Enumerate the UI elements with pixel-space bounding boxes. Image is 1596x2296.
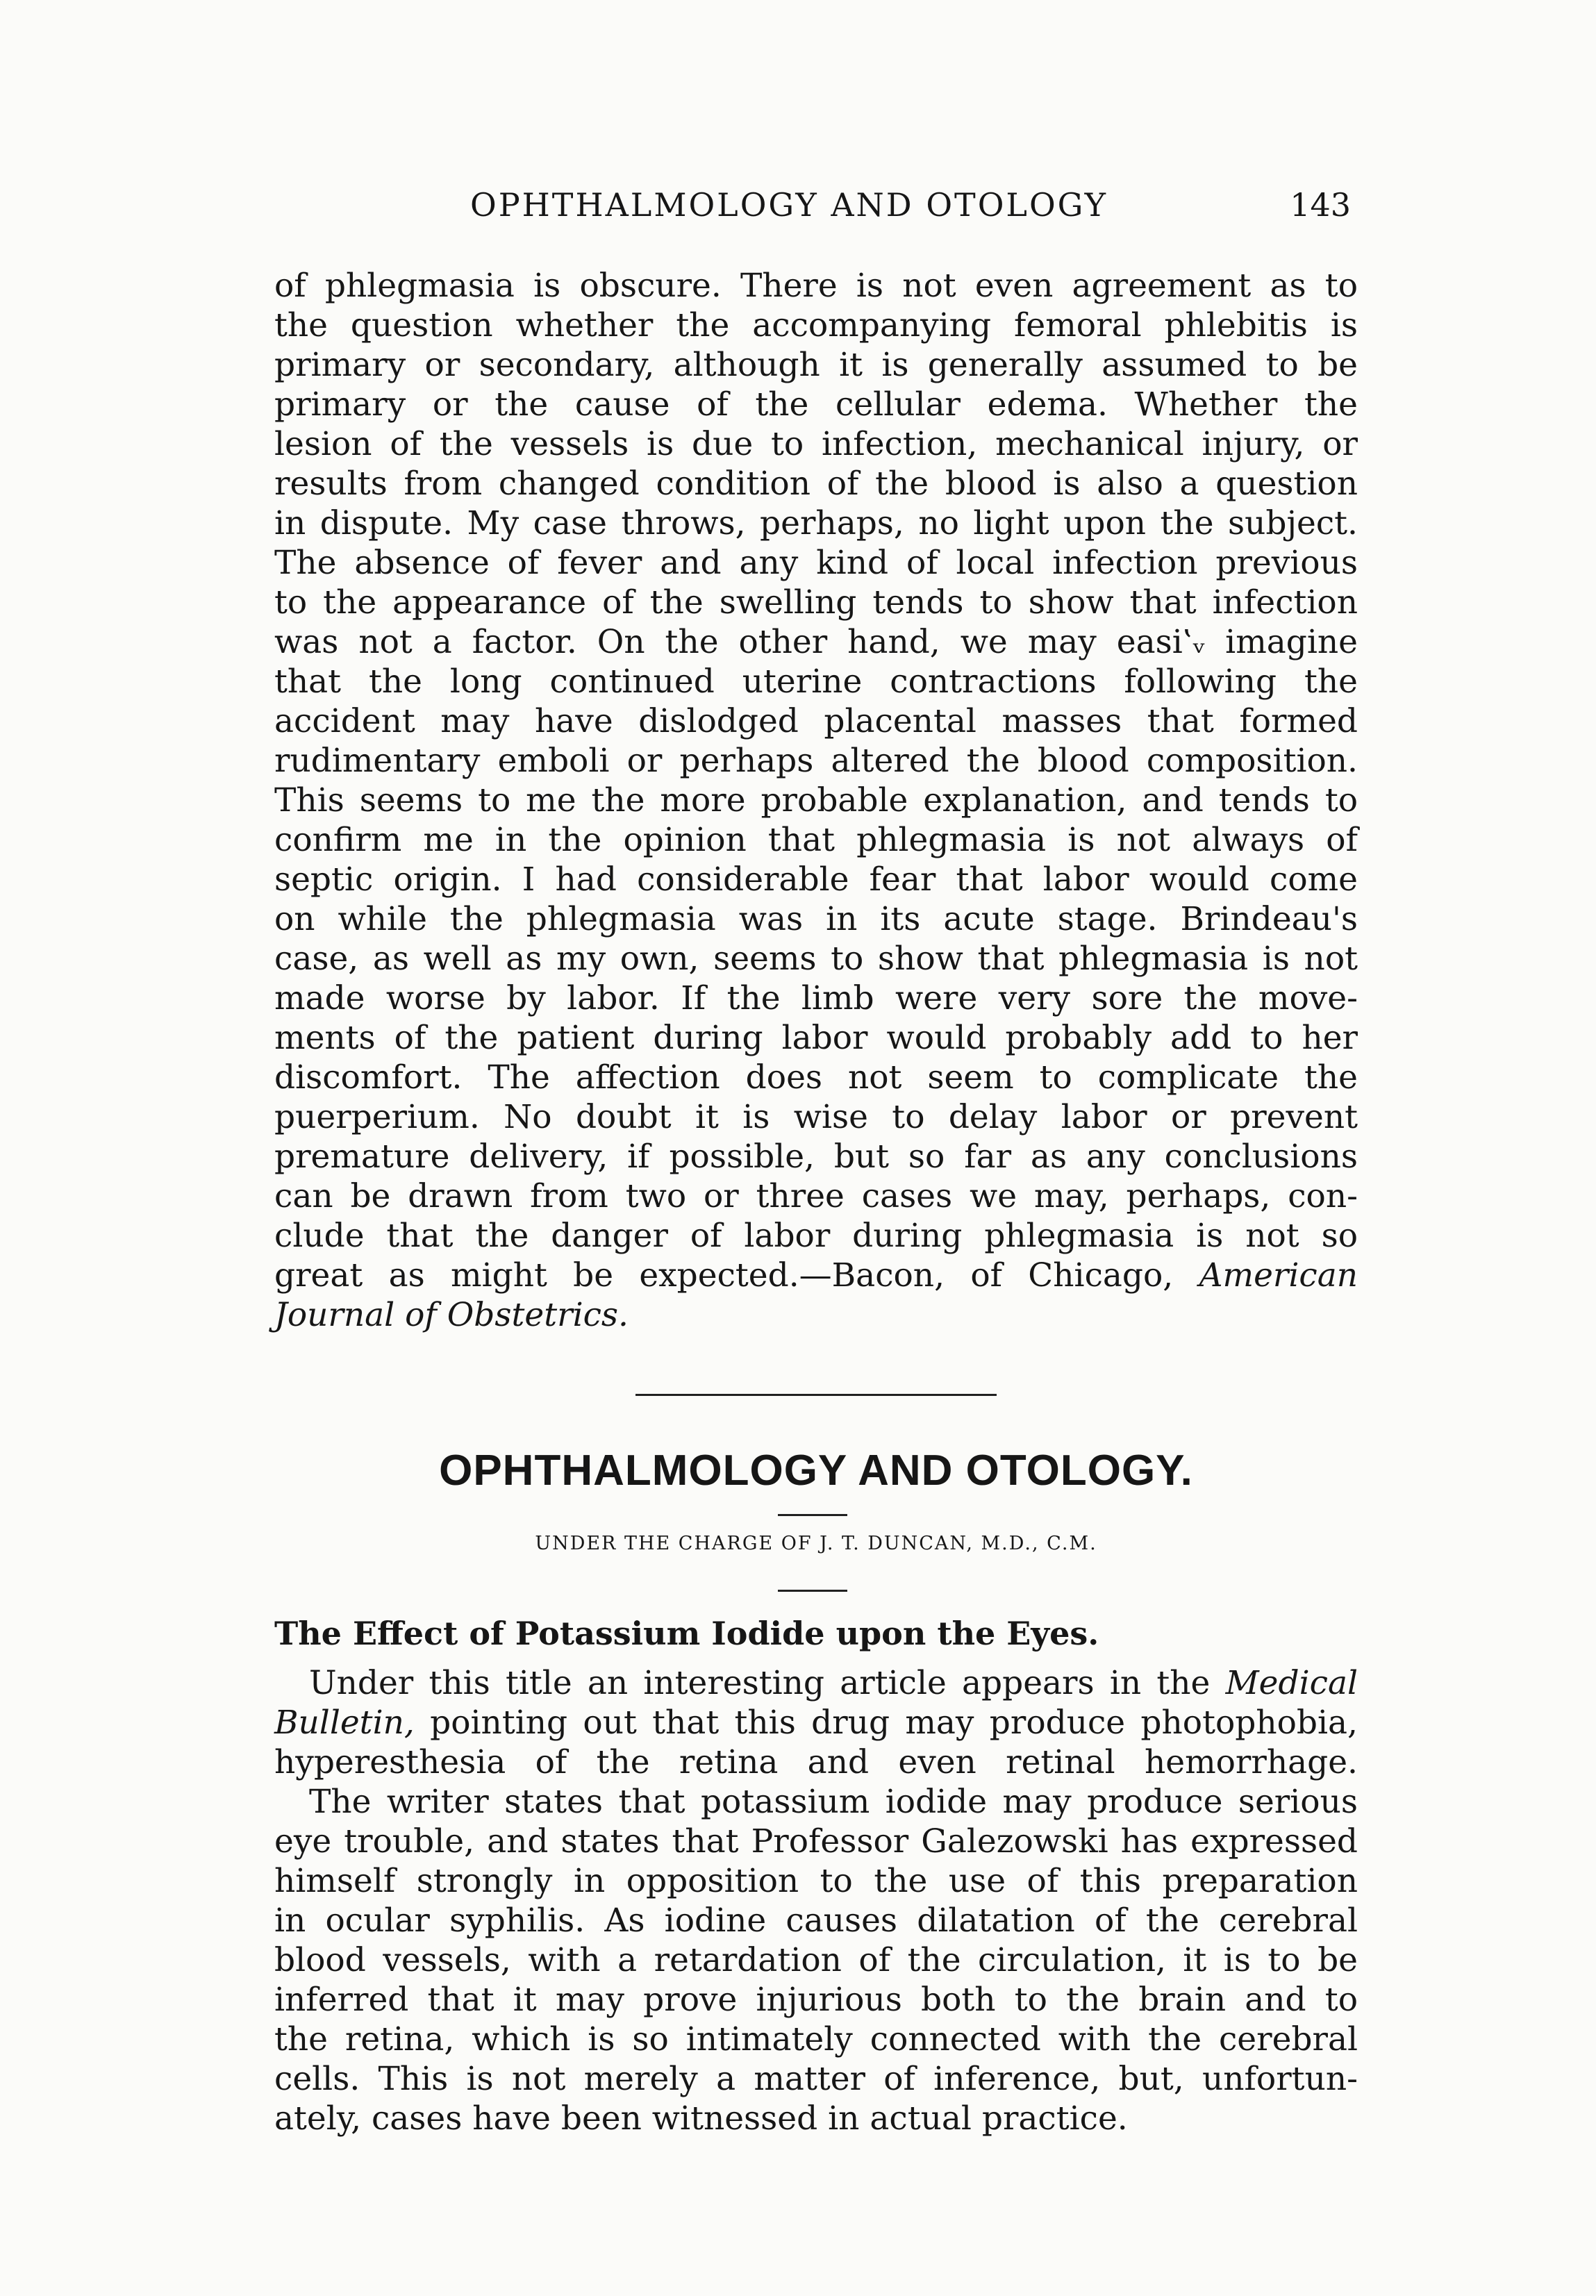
- text-line: can be drawn from two or three cases we may, perhaps, con-: [274, 1177, 1358, 1215]
- journal-title-part2: Journal of Obstetrics.: [274, 1296, 629, 1334]
- text-line: case, as well as my own, seems to show that phlegmasia is not: [274, 940, 1358, 978]
- running-title: OPHTHALMOLOGY AND OTOLOGY: [470, 186, 1108, 224]
- article-line: himself strongly in opposition to the use of this preparation: [274, 1862, 1358, 1900]
- text-line: results from changed condition of the blood is also a question: [274, 465, 1358, 503]
- article-line: ately, cases have been witnessed in actual practice.: [274, 2099, 1128, 2138]
- article-line1-text: Under this title an interesting article appears in the: [309, 1664, 1211, 1702]
- text-line: rudimentary emboli or perhaps altered the blood composition.: [274, 742, 1358, 780]
- citation-line: [274, 1256, 1358, 1295]
- text-line: lesion of the vessels is due to infection, mechanical injury, or: [274, 425, 1358, 463]
- text-line: puerperium. No doubt it is wise to delay labor or prevent: [274, 1098, 1358, 1136]
- article-line: hyperesthesia of the retina and even retinal hemorrhage.: [274, 1743, 1358, 1781]
- article-line: eye trouble, and states that Professor Galezowski has expressed: [274, 1822, 1358, 1861]
- text-line: was not a factor. On the other hand, we may easi‛ᵥ imagine: [274, 623, 1358, 661]
- text-line: The absence of fever and any kind of local infection previous: [274, 544, 1358, 582]
- text-line: confirm me in the opinion that phlegmasia is not always of: [274, 821, 1358, 859]
- text-line: premature delivery, if possible, but so far as any conclusions: [274, 1138, 1358, 1176]
- text-line: primary or secondary, although it is generally assumed to be: [274, 346, 1358, 384]
- text-line: septic origin. I had considerable fear that labor would come: [274, 860, 1358, 899]
- running-header: [274, 186, 1358, 228]
- text-line: discomfort. The affection does not seem to complicate the: [274, 1058, 1358, 1097]
- section-divider-rule: [635, 1394, 997, 1396]
- article-line: the retina, which is so intimately connected with the cerebral: [274, 2020, 1358, 2058]
- text-line: ments of the patient during labor would probably add to her: [274, 1019, 1358, 1057]
- publication-name-part2: Bulletin,: [274, 1704, 415, 1742]
- text-line: clude that the danger of labor during phlegmasia is not so: [274, 1217, 1358, 1255]
- text-line: to the appearance of the swelling tends to show that infection: [274, 583, 1358, 622]
- article-line: [274, 1663, 1358, 1703]
- text-line: of phlegmasia is obscure. There is not even agreement as to: [274, 267, 1358, 305]
- article-line: The writer states that potassium iodide may produce serious: [309, 1783, 1358, 1821]
- citation-line: [274, 1295, 1358, 1335]
- section-editor-line: UNDER THE CHARGE OF J. T. DUNCAN, M.D., C.M.: [535, 1533, 1097, 1554]
- article-body: [274, 1663, 1358, 2138]
- title-underline-rule: [778, 1514, 847, 1516]
- text-line: primary or the cause of the cellular edema. Whether the: [274, 385, 1358, 424]
- editor-underline-rule: [778, 1590, 847, 1592]
- text-line: on while the phlegmasia was in its acute stage. Brindeau's: [274, 900, 1358, 938]
- publication-name-part1: Medical: [1225, 1664, 1358, 1702]
- journal-title-part1: American: [1199, 1256, 1358, 1295]
- text-line: the question whether the accompanying femoral phlebitis is: [274, 306, 1358, 344]
- text-line: made worse by labor. If the limb were very sore the move-: [274, 979, 1358, 1017]
- article-line: inferred that it may prove injurious both to the brain and to: [274, 1981, 1358, 2019]
- section-title: OPHTHALMOLOGY AND OTOLOGY.: [439, 1447, 1193, 1495]
- article-title: The Effect of Potassium Iodide upon the Eyes.: [274, 1615, 1099, 1652]
- text-line: in dispute. My case throws, perhaps, no light upon the subject.: [274, 504, 1358, 542]
- article-line: [274, 1703, 1358, 1742]
- citation-prefix: great as might be expected.—Bacon, of Chicago,: [274, 1256, 1174, 1295]
- continued-article-text: [274, 266, 1358, 1335]
- article-line: cells. This is not merely a matter of inference, but, unfortun-: [274, 2060, 1358, 2098]
- text-line: that the long continued uterine contractions following the: [274, 663, 1358, 701]
- text-line: accident may have dislodged placental masses that formed: [274, 702, 1358, 740]
- page-number: 143: [1290, 186, 1351, 224]
- article-line: in ocular syphilis. As iodine causes dilatation of the cerebral: [274, 1902, 1358, 1940]
- article-line: blood vessels, with a retardation of the circulation, it is to be: [274, 1941, 1358, 1979]
- text-line: This seems to me the more probable explanation, and tends to: [274, 781, 1358, 820]
- article-line2-text: pointing out that this drug may produce photophobia,: [430, 1704, 1358, 1742]
